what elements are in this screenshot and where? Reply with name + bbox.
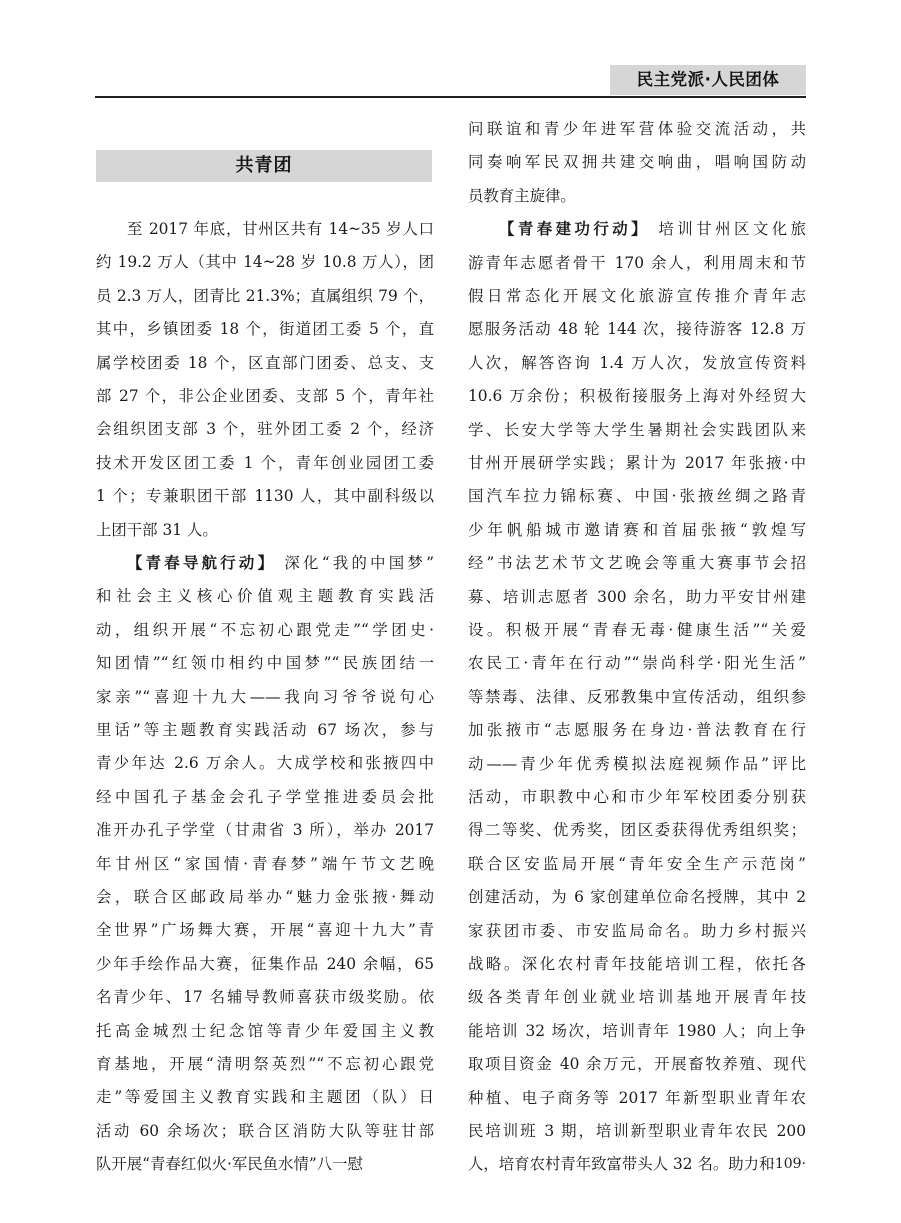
text-line: 【青春导航行动】 深化“我的中国梦”: [127, 554, 434, 572]
text-line: 家获团市委、市安监局命名。助力乡村振兴: [468, 921, 806, 940]
text-line: 年甘州区“家国情·青春梦”端午节文艺晚: [96, 854, 434, 873]
text-line: 里话”等主题教育实践活动 67 场次，参与: [96, 721, 434, 739]
text-line: 活动，市职教中心和市少年军校团委分别获: [468, 788, 806, 806]
text-line: 得二等奖、优秀奖，团区委获得优秀组织奖；: [468, 821, 806, 840]
header-rule: [95, 96, 806, 98]
text-line: 家亲”“喜迎十九大——我向习爷爷说句心: [96, 687, 434, 706]
text-line: 活动 60 余场次；联合区消防大队等驻甘部: [96, 1121, 434, 1140]
text-line: 级各类青年创业就业培训基地开展青年技: [468, 988, 806, 1007]
text-line: 同奏响军民双拥共建交响曲，唱响国防动: [468, 153, 806, 172]
text-line: 【青春建功行动】 培训甘州区文化旅: [499, 220, 806, 239]
text-line: 能培训 32 场次，培训青年 1980 人；向上争: [468, 1021, 806, 1040]
running-header-section: 民主党派·人民团体: [610, 65, 806, 95]
text-line: 愿服务活动 48 轮 144 次，接待游客 12.8 万: [468, 320, 806, 339]
text-line: 种植、电子商务等 2017 年新型职业青年农: [468, 1088, 806, 1107]
subsection-heading: 【青春建功行动】: [499, 220, 651, 239]
text-line: 学、长安大学等大学生暑期社会实践团队来: [468, 420, 806, 439]
text-line: 加张掖市“志愿服务在身边·普法教育在行: [468, 721, 806, 740]
text-line: 上团干部 31 人。: [96, 520, 218, 539]
text-line: 部 27 个，非公企业团委、支部 5 个，青年社: [96, 387, 434, 405]
text-line: 10.6 万余份；积极衔接服务上海对外经贸大: [468, 387, 806, 406]
text-line: 募、培训志愿者 300 余名，助力平安甘州建: [468, 587, 806, 606]
text-line: 托高金城烈士纪念馆等青少年爱国主义教: [96, 1021, 434, 1040]
text-line: 创建活动，为 6 家创建单位命名授牌，其中 2: [468, 888, 806, 907]
text-line: 问联谊和青少年进军营体验交流活动，共: [468, 120, 806, 138]
text-line: 人次，解答咨询 1.4 万人次，发放宣传资料: [468, 353, 806, 372]
text-line: 人，培育农村青年致富带头人 32 名。助力和: [468, 1155, 775, 1174]
text-line: 会，联合区邮政局举办“魅力金张掖·舞动: [96, 888, 434, 906]
text-line: 少年手绘作品大赛，征集作品 240 余幅，65: [96, 954, 434, 973]
text-line: 等禁毒、法律、反邪教集中宣传活动，组织参: [468, 687, 806, 706]
text-line: 经中国孔子基金会孔子学堂推进委员会批: [96, 787, 434, 806]
text-line: 约 19.2 万人（其中 14~28 岁 10.8 万人），团: [96, 253, 434, 272]
text-line: 技术开发区团工委 1 个，青年创业园团工委: [96, 453, 434, 472]
text-line: 联合区安监局开展“青年安全生产示范岗”: [468, 854, 806, 873]
page-number: ·109·: [770, 1156, 806, 1172]
text-line: 准开办孔子学堂（甘肃省 3 所），举办 2017: [96, 821, 434, 840]
text-line: 走”等爱国主义教育实践和主题团（队）日: [96, 1088, 434, 1107]
text-line: 经”书法艺术节文艺晚会等重大赛事节会招: [468, 554, 806, 573]
text-line: 队开展“青春红似火·军民鱼水情”八一慰: [96, 1155, 363, 1174]
text-line: 甘州开展研学实践；累计为 2017 年张掖·中: [468, 454, 806, 472]
text-line: 取项目资金 40 余万元，开展畜牧养殖、现代: [468, 1055, 806, 1074]
text-line: 员教育主旋律。: [468, 186, 576, 205]
text-line: 至 2017 年底，甘州区共有 14~35 岁人口: [127, 220, 434, 238]
text-line: 少年帆船城市邀请赛和首届张掖“敦煌写: [468, 520, 806, 539]
section-title: 共青团: [96, 150, 432, 182]
text-line: 农民工·青年在行动”“崇尚科学·阳光生活”: [468, 654, 806, 673]
text-line: 游青年志愿者骨干 170 余人，利用周末和节: [468, 253, 806, 272]
text-line: 1 个；专兼职团干部 1130 人，其中副科级以: [96, 487, 434, 506]
text-line: 战略。深化农村青年技能培训工程，依托各: [468, 955, 806, 973]
subsection-heading: 【青春导航行动】: [127, 554, 277, 572]
text-line: 民培训班 3 期，培训新型职业青年农民 200: [468, 1122, 806, 1140]
text-line: 育基地，开展“清明祭英烈”“不忘初心跟党: [96, 1055, 434, 1073]
text-line: 和社会主义核心价值观主题教育实践活: [96, 587, 434, 606]
text-line: 青少年达 2.6 万余人。大成学校和张掖四中: [96, 754, 434, 773]
text-line: 属学校团委 18 个，区直部门团委、总支、支: [96, 353, 434, 372]
text-line: 假日常态化开展文化旅游宣传推介青年志: [468, 287, 806, 305]
text-line: 其中，乡镇团委 18 个，街道团工委 5 个，直: [96, 320, 434, 339]
text-line: 国汽车拉力锦标赛、中国·张掖丝绸之路青: [468, 487, 806, 506]
text-line: 会组织团支部 3 个，驻外团工委 2 个，经济: [96, 420, 434, 439]
text-line: 全世界”广场舞大赛，开展“喜迎十九大”青: [96, 921, 434, 940]
text-line: 名青少年、17 名辅导教师喜获市级奖励。依: [96, 988, 434, 1007]
text-line: 动，组织开展“不忘初心跟党走”“学团史·: [96, 620, 434, 639]
text-line: 设。积极开展“青春无毒·健康生活”“关爱: [468, 621, 806, 639]
text-line: 员 2.3 万人，团青比 21.3%；直属组织 79 个，: [96, 286, 434, 305]
text-line: 动——青少年优秀模拟法庭视频作品”评比: [468, 754, 806, 773]
text-line: 知团情”“红领巾相约中国梦”“民族团结一: [96, 654, 434, 673]
